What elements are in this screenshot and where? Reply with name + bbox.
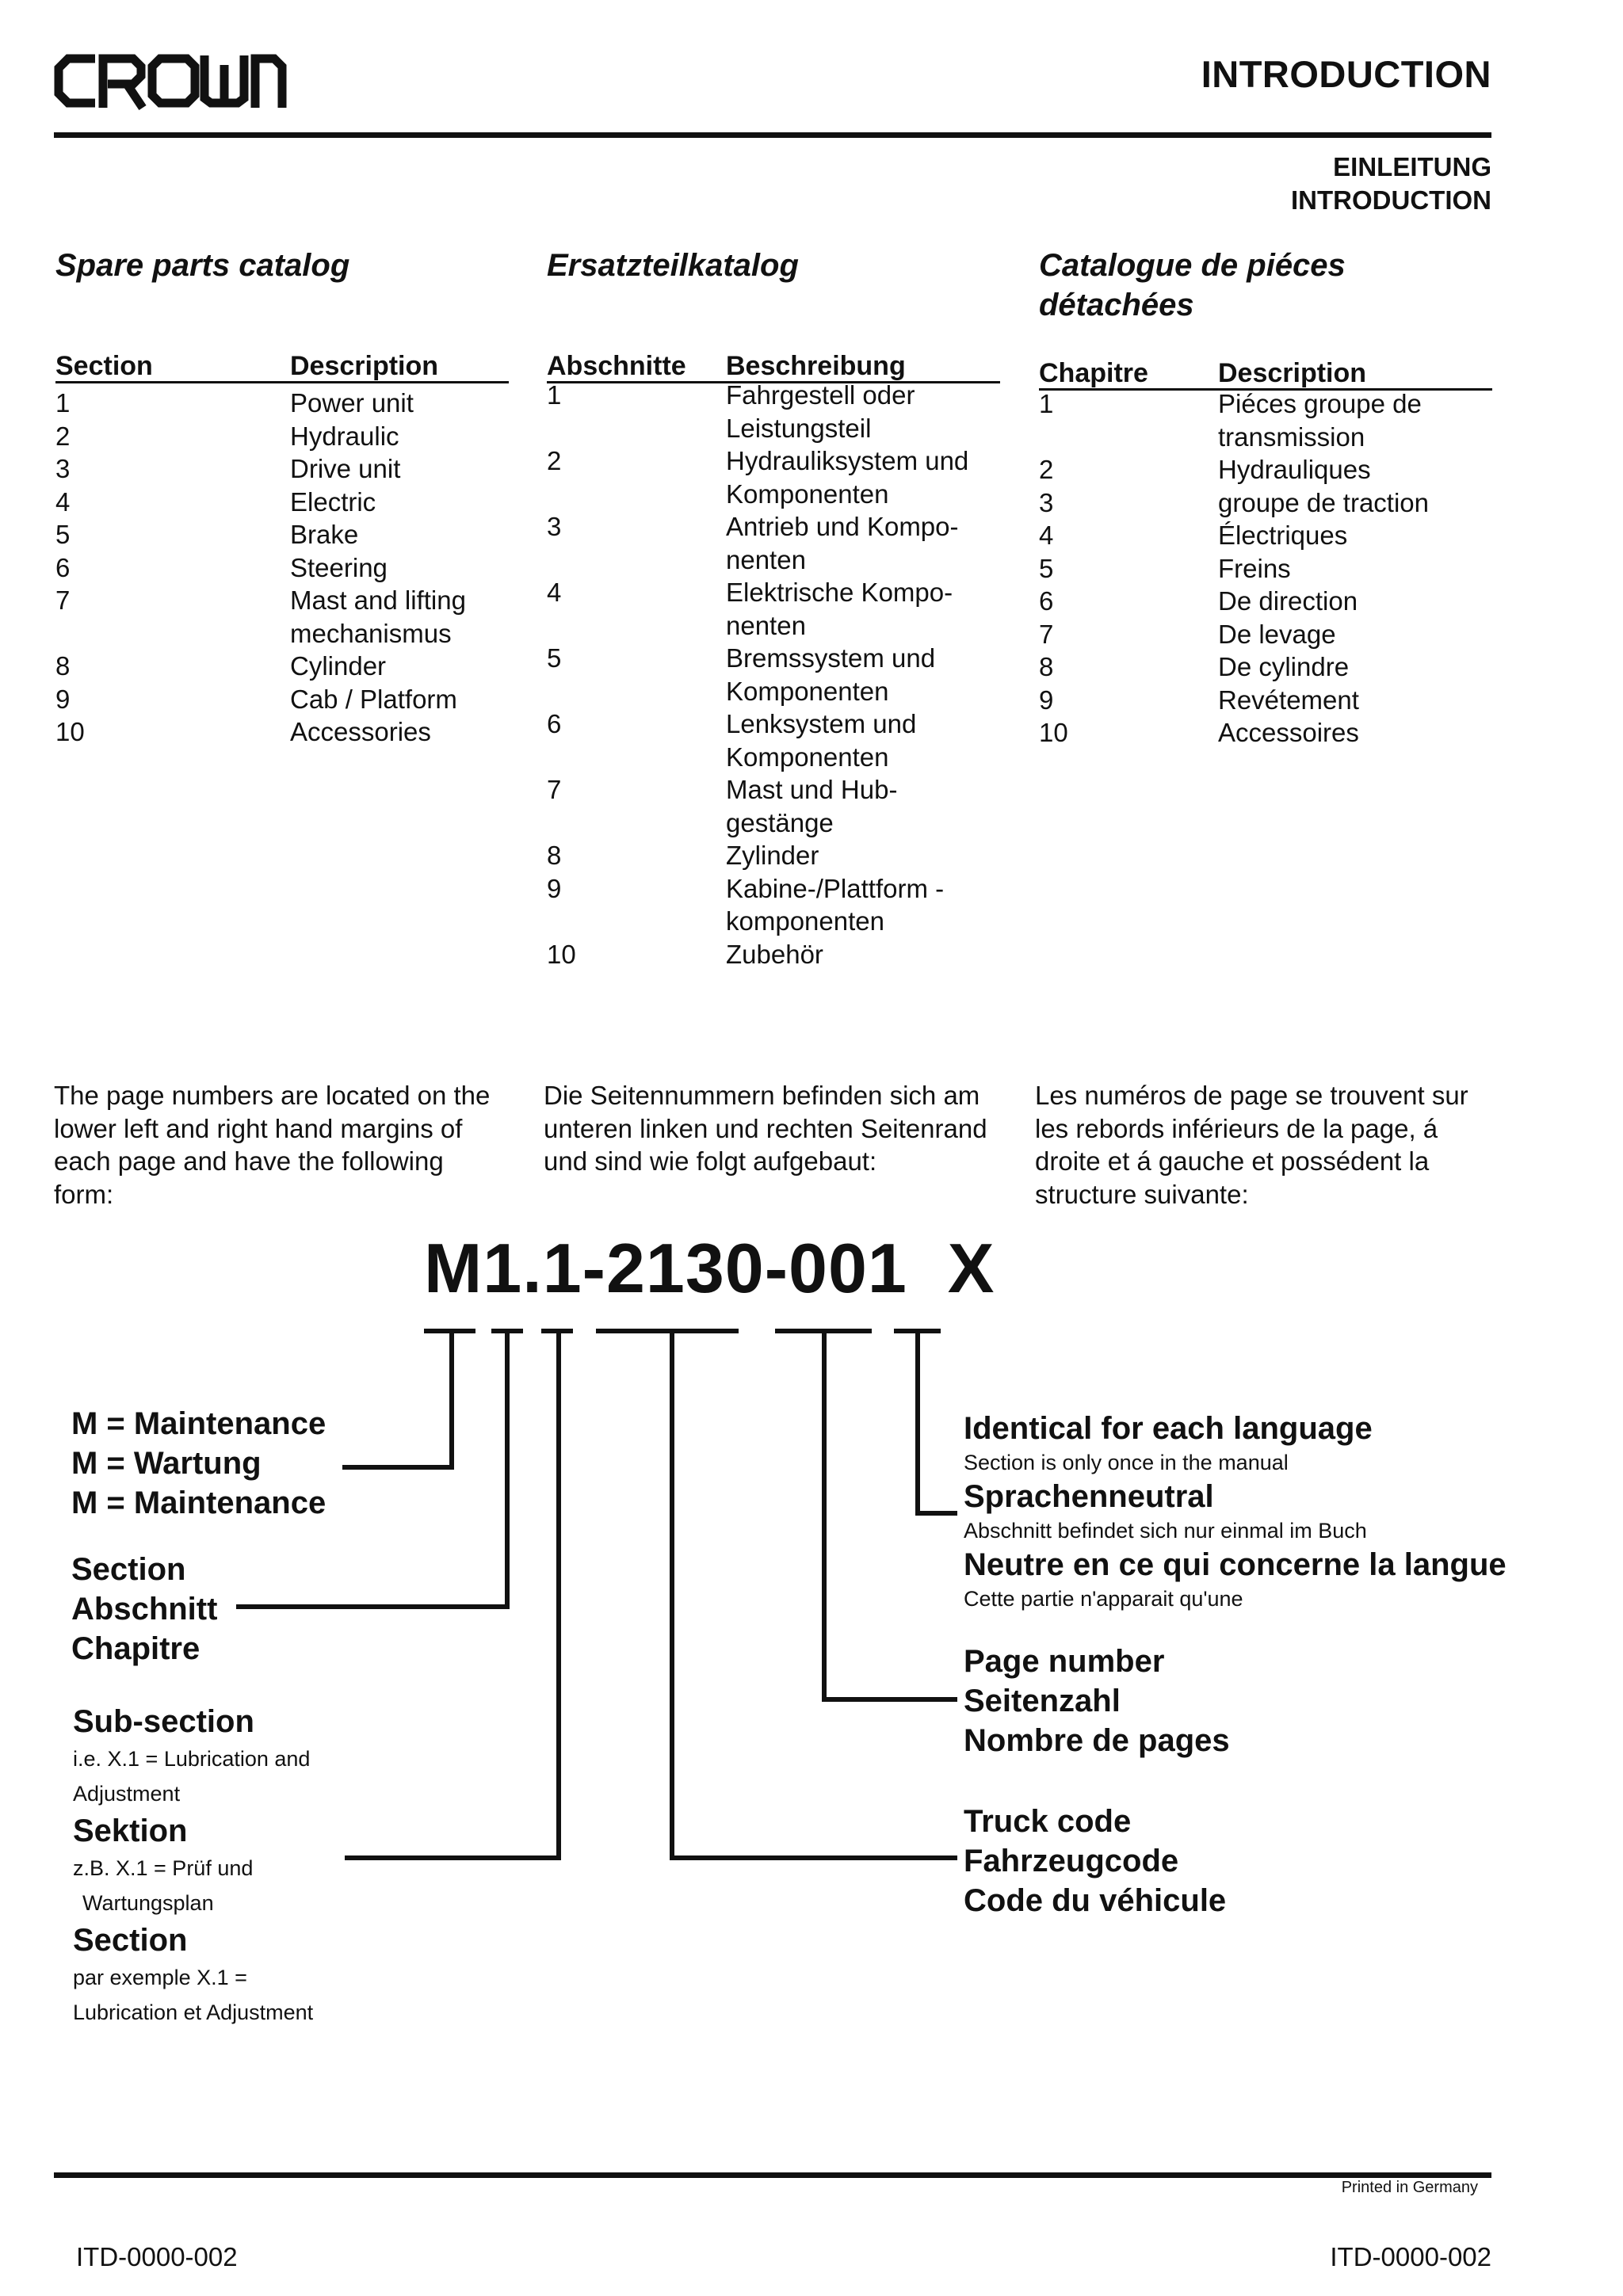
table-row: 8 Zylinder xyxy=(547,841,819,870)
header-description: Beschreibung xyxy=(726,351,906,381)
doc-id-left: ITD-0000-002 xyxy=(76,2242,238,2271)
table-row: 3 Antrieb und Kompo- nenten xyxy=(547,512,959,574)
table-row: 3 groupe de traction xyxy=(1039,487,1430,517)
table-row: 1 Fahrgestell oder Leistungsteil xyxy=(547,380,915,443)
table-row: 10 Zubehör xyxy=(547,939,823,969)
table-row: 7 Mast and lifting mechanismus xyxy=(55,585,466,648)
table-row: 5 Bremssystem und Komponenten xyxy=(547,643,936,706)
subtitle-de: EINLEITUNG xyxy=(1333,152,1491,181)
printed-in-germany: Printed in Germany xyxy=(1341,2179,1478,2196)
label-subsection: Sub-section i.e. X.1 = Lubrication and Adjustment Sektion z.B. X.1 = Prüf und Wartungsplan Section par exemple X.1 = Lubrication et Adjustment xyxy=(73,1704,314,2024)
page-number-paragraph-en: The page numbers are located on the lower left and right hand margins of each page and have the following form: xyxy=(54,1081,491,1209)
header-section: Chapitre xyxy=(1039,358,1148,388)
table-row: 5 Freins xyxy=(1039,553,1291,583)
table-row: 4 Electric xyxy=(55,486,376,517)
table-row: 6 De direction xyxy=(1039,586,1358,616)
table-row: 8 Cylinder xyxy=(55,651,387,681)
table-row: 9 Revétement xyxy=(1039,685,1359,715)
table-row: 8 De cylindre xyxy=(1039,652,1350,681)
header-description: Description xyxy=(1218,358,1367,388)
table-row: 1 Piéces groupe de transmission xyxy=(1039,389,1422,452)
table-row: 6 Steering xyxy=(55,552,388,582)
page-title: INTRODUCTION xyxy=(1201,53,1491,95)
connector-truck-code xyxy=(672,1331,957,1858)
catalog-title-de: Ersatzteilkatalog xyxy=(547,248,799,283)
table-row: 6 Lenksystem und Komponenten xyxy=(547,709,917,772)
footer-rule xyxy=(54,2172,1491,2178)
label-section: Section Abschnitt Chapitre xyxy=(71,1552,218,1666)
table-row: 10 Accessoires xyxy=(1039,718,1359,747)
label-maintenance: M = Maintenance M = Wartung M = Maintenance xyxy=(71,1406,327,1520)
table-row: 7 Mast und Hub- gestänge xyxy=(547,775,898,837)
table-row: 2 Hydrauliksystem und Komponenten xyxy=(547,446,969,509)
table-row: 5 Brake xyxy=(55,520,359,549)
page-code-example: M1.1-2130-001 X xyxy=(424,1229,995,1307)
table-row: 7 De levage xyxy=(1039,619,1336,649)
header-description: Description xyxy=(290,351,439,381)
table-row: 1 Power unit xyxy=(55,388,414,418)
catalog-title-fr: Catalogue de piéces détachées xyxy=(1039,248,1346,322)
table-row: 2 Hydraulic xyxy=(55,421,399,451)
connector-language xyxy=(918,1331,957,1513)
header-section: Section xyxy=(55,351,153,381)
table-row: 9 Kabine-/Plattform - komponenten xyxy=(547,873,945,936)
page-number-paragraph-de: Die Seitennummern befinden sich am unteren linken und rechten Seitenrand und sind wie folgt aufgebaut: xyxy=(544,1081,987,1176)
catalog-title-en: Spare parts catalog xyxy=(55,248,350,283)
table-row: 4 Elektrische Kompo- nenten xyxy=(547,578,953,640)
page-number-paragraph-fr: Les numéros de page se trouvent sur les rebords inférieurs de la page, á droite et á gauche et possédent la structure suivante: xyxy=(1035,1081,1468,1209)
label-language: Identical for each language Section is only once in the manual Sprachenneutral Abschnitt befindet sich nur einmal im Buch Neutre en ce qui concerne la langue Cette partie n'apparait qu'une xyxy=(964,1411,1507,1611)
label-page-number: Page number Seitenzahl Nombre de pages xyxy=(964,1644,1230,1758)
table-row: 10 Accessories xyxy=(55,717,431,746)
table-row: 4 Électriques xyxy=(1039,521,1348,550)
connector-maintenance xyxy=(342,1331,452,1467)
doc-id-right: ITD-0000-002 xyxy=(1330,2242,1491,2271)
label-truck-code: Truck code Fahrzeugcode Code du véhicule xyxy=(964,1804,1227,1918)
table-row: 9 Cab / Platform xyxy=(55,684,457,714)
subtitle-fr: INTRODUCTION xyxy=(1291,185,1491,215)
table-row: 3 Drive unit xyxy=(55,454,401,483)
table-row: 2 Hydrauliques xyxy=(1039,455,1371,484)
header-section: Abschnitte xyxy=(547,351,686,381)
